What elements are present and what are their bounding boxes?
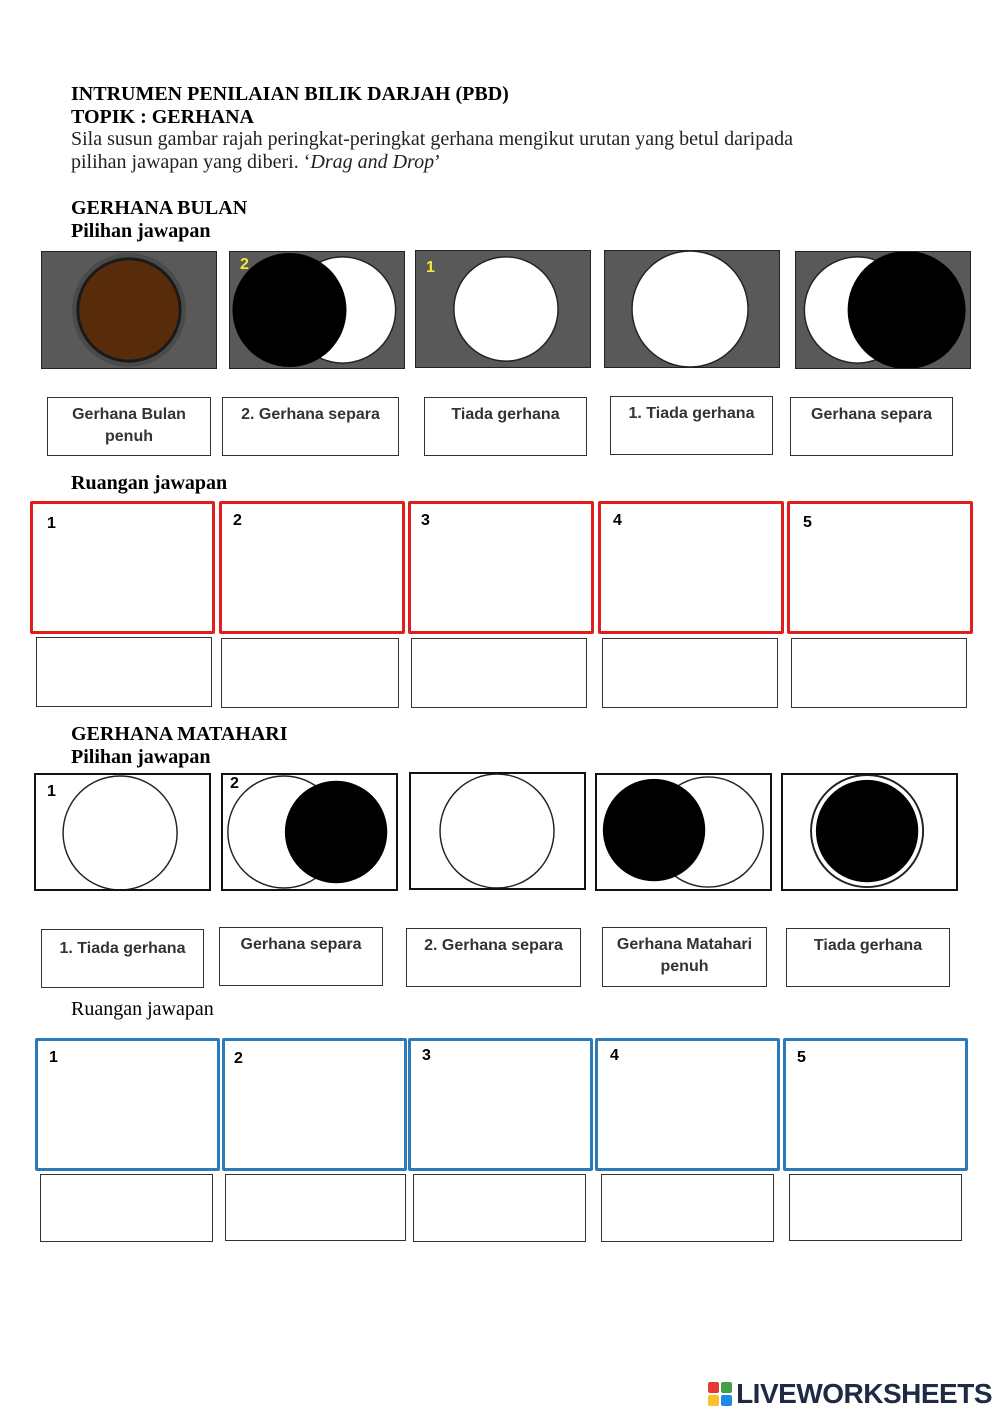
- instruction-drag-drop: Drag and Drop: [310, 151, 435, 173]
- solar-answer-label-box-1[interactable]: [40, 1174, 213, 1242]
- solar-tile-no-eclipse[interactable]: [409, 772, 586, 890]
- lunar-tile-no-eclipse-1[interactable]: [415, 250, 591, 368]
- tile-number: 2: [240, 256, 249, 273]
- logo-square: [721, 1382, 732, 1393]
- solar-heading: GERHANA MATAHARI: [71, 723, 288, 745]
- lunar-tile-no-eclipse[interactable]: [604, 250, 780, 368]
- slot-number: 4: [613, 512, 622, 529]
- full-moon-icon: [605, 251, 779, 367]
- solar-drop-slot-2[interactable]: [222, 1038, 407, 1171]
- solar-answer-label-box-3[interactable]: [413, 1174, 586, 1242]
- solar-tile-total-eclipse[interactable]: [781, 773, 958, 891]
- solar-drop-slot-3[interactable]: [408, 1038, 593, 1171]
- lunar-drop-slot-4[interactable]: [598, 501, 784, 634]
- solar-label-2[interactable]: Gerhana separa: [219, 927, 383, 986]
- solar-drop-slot-1[interactable]: [35, 1038, 220, 1171]
- slot-number: 5: [797, 1049, 806, 1066]
- solar-label-5[interactable]: Tiada gerhana: [786, 928, 950, 987]
- instruction-line2-suffix: ’: [434, 151, 441, 173]
- partial-eclipse-icon: [223, 775, 396, 889]
- solar-tile-partial-2[interactable]: [221, 773, 398, 891]
- partial-eclipse-icon: [796, 252, 970, 368]
- lunar-tile-partial-2[interactable]: [229, 251, 405, 369]
- solar-tile-partial[interactable]: [595, 773, 772, 891]
- solar-drop-slot-5[interactable]: [783, 1038, 968, 1171]
- slot-number: 2: [233, 512, 242, 529]
- slot-number: 5: [803, 514, 812, 531]
- lunar-tile-partial[interactable]: [795, 251, 971, 369]
- partial-eclipse-icon: [230, 252, 404, 368]
- lunar-label-1[interactable]: Gerhana Bulan penuh: [47, 397, 211, 456]
- lunar-drop-slot-1[interactable]: [30, 501, 215, 634]
- solar-drop-slot-4[interactable]: [595, 1038, 780, 1171]
- solar-label-3[interactable]: 2. Gerhana separa: [406, 928, 581, 987]
- instruction-line2-prefix: pilihan jawapan yang diberi. ‘: [71, 151, 311, 173]
- solar-label-4[interactable]: Gerhana Matahari penuh: [602, 927, 767, 987]
- solar-choices-heading: Pilihan jawapan: [71, 746, 211, 768]
- lunar-answer-label-box-4[interactable]: [602, 638, 778, 708]
- sun-icon: [36, 775, 209, 889]
- lunar-drop-slot-3[interactable]: [408, 501, 594, 634]
- lunar-label-2[interactable]: 2. Gerhana separa: [222, 397, 399, 456]
- tile-number: 1: [426, 259, 435, 276]
- lunar-label-4[interactable]: 1. Tiada gerhana: [610, 396, 773, 455]
- lunar-label-3[interactable]: Tiada gerhana: [424, 397, 587, 456]
- slot-number: 2: [234, 1050, 243, 1067]
- lunar-answer-label-box-3[interactable]: [411, 638, 587, 708]
- blood-moon-icon: [42, 252, 216, 368]
- solar-answer-label-box-4[interactable]: [601, 1174, 774, 1242]
- slot-number: 3: [422, 1047, 431, 1064]
- lunar-label-5[interactable]: Gerhana separa: [790, 397, 953, 456]
- partial-eclipse-icon: [597, 775, 770, 889]
- solar-answer-heading: Ruangan jawapan: [71, 998, 214, 1020]
- full-moon-icon: [416, 251, 590, 367]
- total-eclipse-icon: [783, 775, 956, 889]
- logo-square: [708, 1382, 719, 1393]
- instructions: [71, 128, 931, 174]
- tile-number: 2: [230, 775, 239, 792]
- liveworksheets-logo[interactable]: [708, 1378, 992, 1410]
- lunar-answer-label-box-1[interactable]: [36, 637, 212, 707]
- lunar-choices-heading: Pilihan jawapan: [71, 220, 211, 242]
- slot-number: 4: [610, 1047, 619, 1064]
- slot-number: 1: [49, 1049, 58, 1066]
- lunar-tile-full-eclipse[interactable]: [41, 251, 217, 369]
- instruction-line1: Sila susun gambar rajah peringkat-peringkat gerhana mengikut urutan yang betul daripada: [71, 128, 793, 150]
- tile-number: 1: [47, 783, 56, 800]
- solar-tile-no-eclipse-1[interactable]: [34, 773, 211, 891]
- slot-number: 1: [47, 515, 56, 532]
- solar-answer-label-box-5[interactable]: [789, 1174, 962, 1241]
- sun-icon: [411, 774, 584, 888]
- solar-label-1[interactable]: 1. Tiada gerhana: [41, 929, 204, 988]
- lunar-answer-heading: Ruangan jawapan: [71, 472, 228, 494]
- lunar-drop-slot-5[interactable]: [787, 501, 973, 634]
- liveworksheets-logo-icon: [708, 1382, 732, 1406]
- solar-answer-label-box-2[interactable]: [225, 1174, 406, 1241]
- lunar-answer-label-box-5[interactable]: [791, 638, 967, 708]
- liveworksheets-wordmark: LIVEWORKSHEETS: [736, 1378, 992, 1409]
- lunar-answer-label-box-2[interactable]: [221, 638, 399, 708]
- logo-square: [721, 1395, 732, 1406]
- worksheet-title: INTRUMEN PENILAIAN BILIK DARJAH (PBD): [71, 83, 509, 105]
- logo-square: [708, 1395, 719, 1406]
- slot-number: 3: [421, 512, 430, 529]
- topic-line: TOPIK : GERHANA: [71, 106, 254, 128]
- lunar-heading: GERHANA BULAN: [71, 197, 248, 219]
- lunar-drop-slot-2[interactable]: [219, 501, 405, 634]
